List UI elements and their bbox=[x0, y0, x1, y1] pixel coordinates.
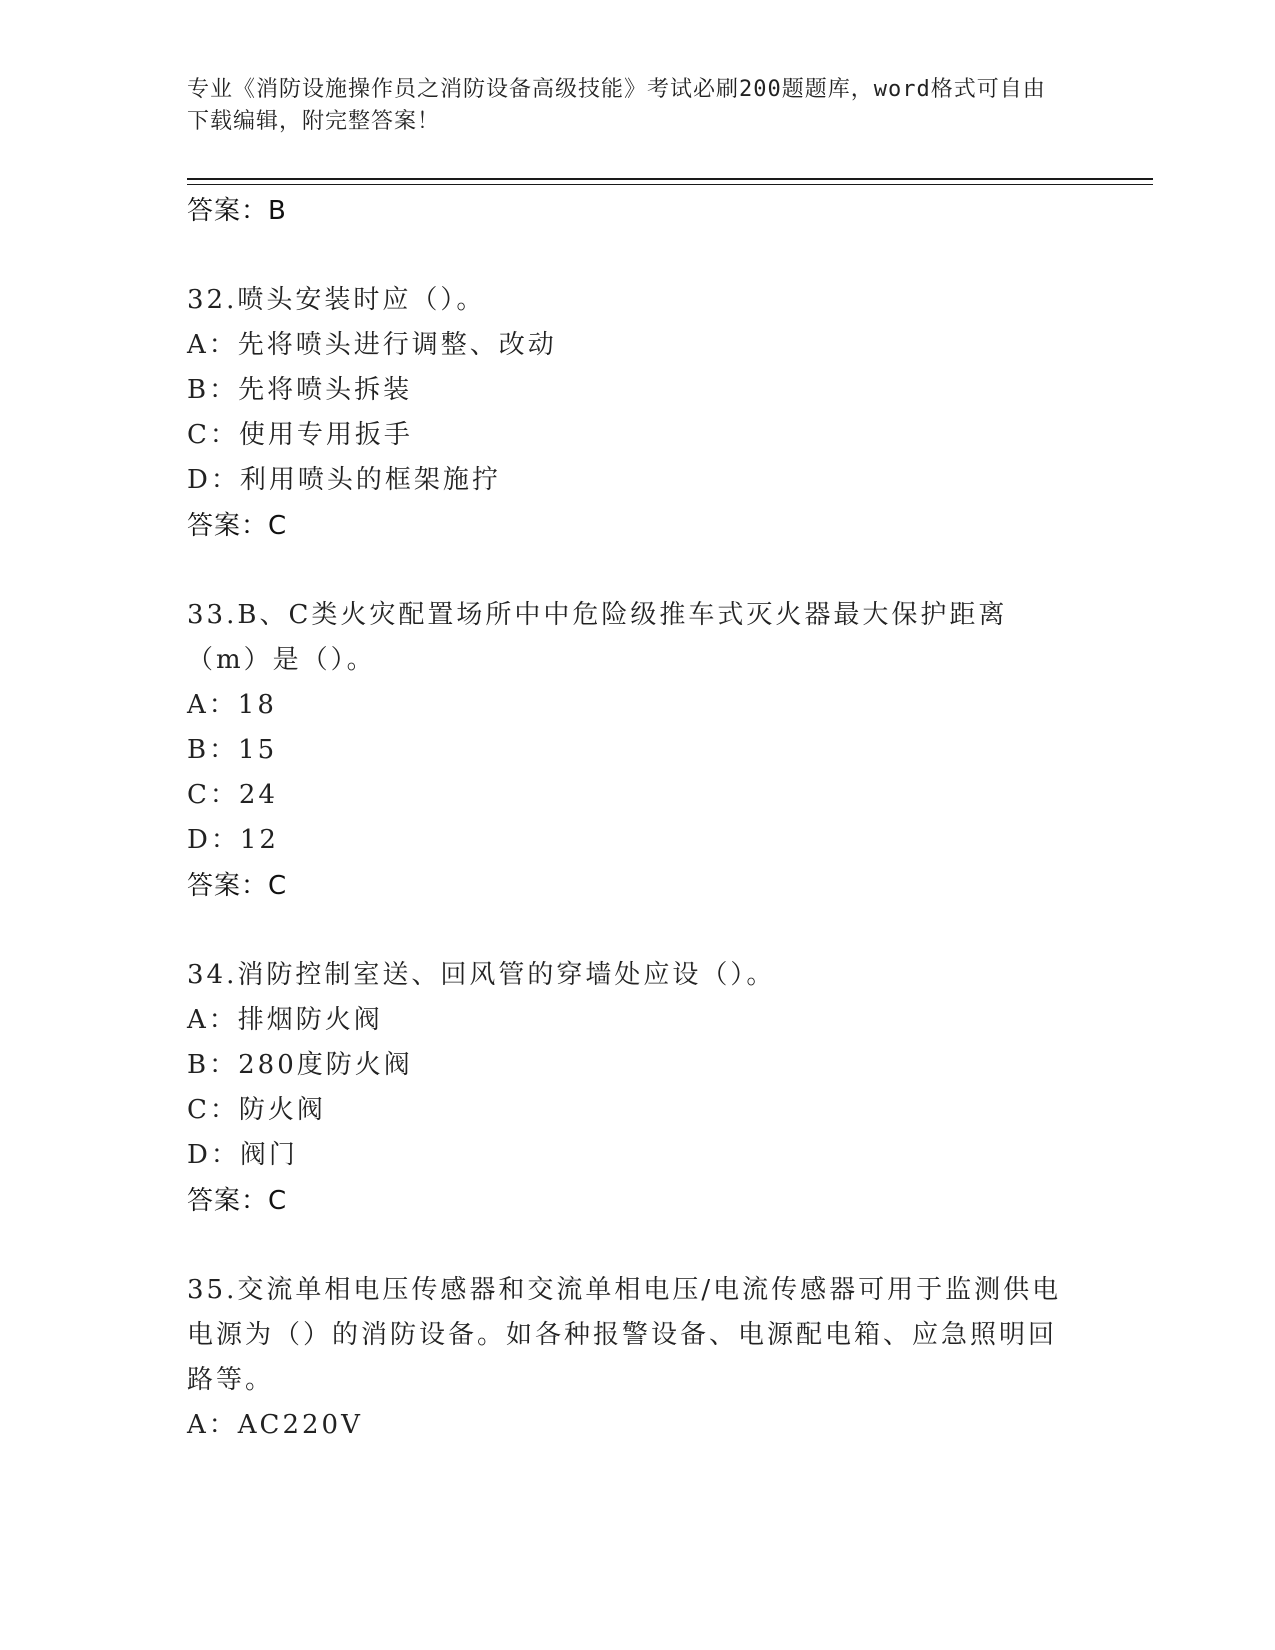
question-33 bbox=[187, 593, 1067, 909]
option-b: B：先将喷头拆装 bbox=[187, 375, 413, 405]
question-stem: 34.消防控制室送、回风管的穿墙处应设（）。 bbox=[187, 960, 776, 990]
option-a: A：AC220V bbox=[187, 1410, 363, 1440]
option-a: A：18 bbox=[187, 690, 277, 720]
option-c: C：使用专用扳手 bbox=[187, 420, 413, 450]
header-divider-thin bbox=[187, 184, 1153, 185]
option-d: D：12 bbox=[187, 825, 279, 855]
option-a: A：排烟防火阀 bbox=[187, 1005, 383, 1035]
option-d: D：阀门 bbox=[187, 1140, 298, 1170]
answer-line: 答案：C bbox=[187, 871, 288, 901]
option-b: B：280度防火阀 bbox=[187, 1050, 413, 1080]
question-32 bbox=[187, 278, 1067, 549]
option-c: C：24 bbox=[187, 780, 278, 810]
option-d: D：利用喷头的框架施拧 bbox=[187, 465, 501, 495]
question-34 bbox=[187, 953, 1067, 1224]
option-c: C：防火阀 bbox=[187, 1095, 326, 1125]
answer-line: 答案：B bbox=[187, 196, 287, 226]
option-a: A：先将喷头进行调整、改动 bbox=[187, 330, 557, 360]
option-b: B：15 bbox=[187, 735, 278, 765]
question-stem: 33.B、C类火灾配置场所中中危险级推车式灭火器最大保护距离（m）是（）。 bbox=[187, 600, 1008, 675]
header-divider bbox=[187, 178, 1153, 180]
question-list bbox=[187, 188, 1067, 1448]
answer-line: 答案：C bbox=[187, 511, 288, 541]
question-stem: 35.交流单相电压传感器和交流单相电压/电流传感器可用于监测供电电源为（）的消防设备。如各种报警设备、电源配电箱、应急照明回路等。 bbox=[187, 1275, 1062, 1395]
question-35 bbox=[187, 1268, 1067, 1448]
answer-line: 答案：C bbox=[187, 1186, 288, 1216]
question-stem: 32.喷头安装时应（）。 bbox=[187, 285, 486, 315]
document-header: 专业《消防设施操作员之消防设备高级技能》考试必刷200题题库，word格式可自由下载编辑，附完整答案！ bbox=[187, 77, 1046, 134]
